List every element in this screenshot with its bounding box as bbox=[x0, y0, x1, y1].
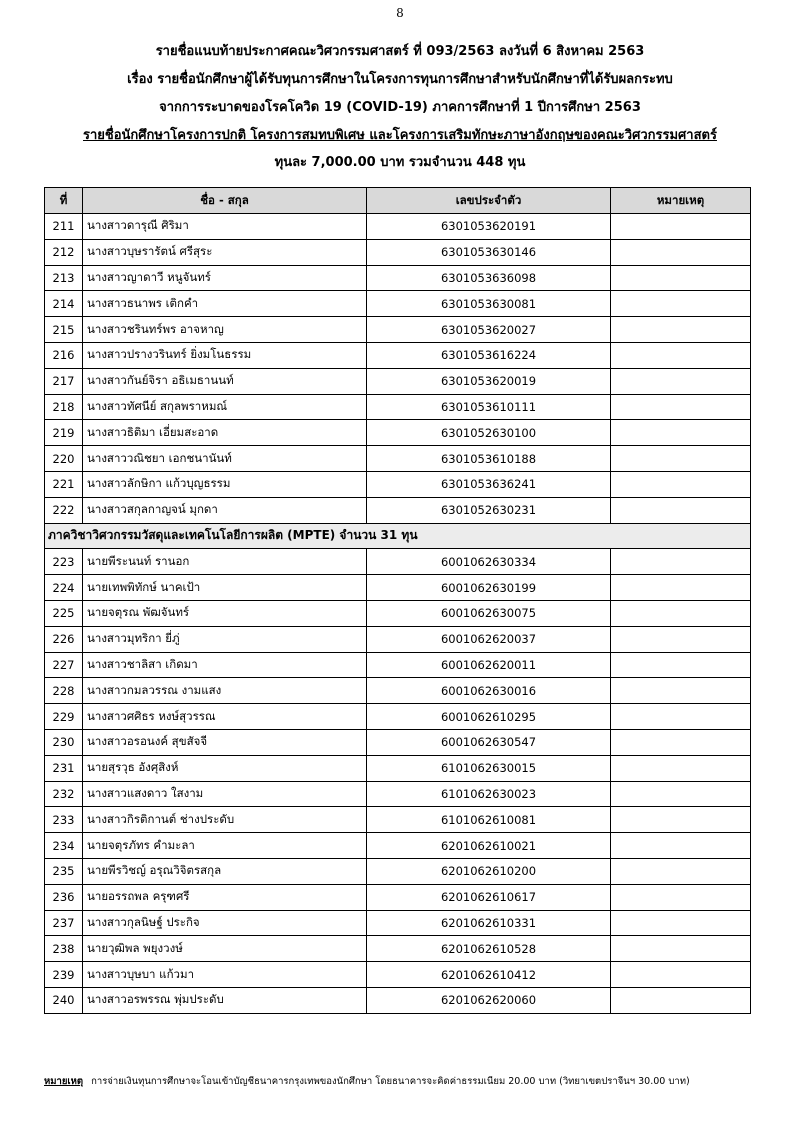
student-name: นางสาวบุษรารัตน์ ศรีสุระ bbox=[83, 239, 367, 265]
student-name: นางสาวบุษบา แก้วมา bbox=[83, 962, 367, 988]
row-remark bbox=[611, 497, 751, 523]
table-row bbox=[45, 317, 751, 343]
row-number: 217 bbox=[45, 368, 83, 394]
student-id: 6001062610295 bbox=[367, 704, 611, 730]
student-id: 6101062630015 bbox=[367, 755, 611, 781]
student-id: 6301053630146 bbox=[367, 239, 611, 265]
table-row bbox=[45, 652, 751, 678]
row-number: 238 bbox=[45, 936, 83, 962]
student-name: นางสาวดารุณี ศิริมา bbox=[83, 214, 367, 240]
row-remark bbox=[611, 575, 751, 601]
row-number: 235 bbox=[45, 858, 83, 884]
table-row bbox=[45, 678, 751, 704]
student-id: 6301053620027 bbox=[367, 317, 611, 343]
row-remark bbox=[611, 884, 751, 910]
student-id: 6301053636241 bbox=[367, 471, 611, 497]
student-id: 6301052630100 bbox=[367, 420, 611, 446]
student-id: 6301053616224 bbox=[367, 342, 611, 368]
student-id: 6301053620019 bbox=[367, 368, 611, 394]
row-remark bbox=[611, 962, 751, 988]
row-remark bbox=[611, 420, 751, 446]
footnote-label: หมายเหตุ bbox=[44, 1076, 84, 1087]
student-name: นางสาวทัศนีย์ สกุลพราหมณ์ bbox=[83, 394, 367, 420]
row-remark bbox=[611, 291, 751, 317]
row-number: 216 bbox=[45, 342, 83, 368]
row-remark bbox=[611, 626, 751, 652]
student-id: 6201062610200 bbox=[367, 858, 611, 884]
table-row bbox=[45, 755, 751, 781]
table-row bbox=[45, 471, 751, 497]
table-row bbox=[45, 884, 751, 910]
student-id: 6001062620011 bbox=[367, 652, 611, 678]
row-remark bbox=[611, 239, 751, 265]
student-id: 6001062620037 bbox=[367, 626, 611, 652]
student-name: นางสาวศศิธร หงษ์สุวรรณ bbox=[83, 704, 367, 730]
student-name: นางสาววณิชยา เอกชนานันท์ bbox=[83, 446, 367, 472]
table-row bbox=[45, 833, 751, 859]
announcement-reference: รายชื่อแนบท้ายประกาศคณะวิศวกรรมศาสตร์ ที่ 093/2563 ลงวันที่ 6 สิงหาคม 2563 bbox=[155, 44, 645, 59]
table-row bbox=[45, 239, 751, 265]
table-row bbox=[45, 807, 751, 833]
student-name: นางสาวกันย์จิรา อธิเมธานนท์ bbox=[83, 368, 367, 394]
row-number: 221 bbox=[45, 471, 83, 497]
row-remark bbox=[611, 549, 751, 575]
student-id: 6201062620060 bbox=[367, 987, 611, 1013]
announcement-subject: เรื่อง รายชื่อนักศึกษาผู้ได้รับทุนการศึกษาในโครงการทุนการศึกษาสำหรับนักศึกษาที่ได้รับผลกระทบ bbox=[127, 72, 673, 87]
student-name: นางสาวอรอนงค์ สุขสัจจี bbox=[83, 729, 367, 755]
table-row bbox=[45, 704, 751, 730]
table-body-group-b bbox=[45, 549, 751, 1013]
row-remark bbox=[611, 368, 751, 394]
student-name: นางสาวชรินทร์พร อาจหาญ bbox=[83, 317, 367, 343]
row-remark bbox=[611, 987, 751, 1013]
table-row bbox=[45, 987, 751, 1013]
row-number: 228 bbox=[45, 678, 83, 704]
column-header-remark: หมายเหตุ bbox=[611, 188, 751, 214]
row-number: 218 bbox=[45, 394, 83, 420]
student-name: นายวุฒิพล พยุงวงษ์ bbox=[83, 936, 367, 962]
row-number: 224 bbox=[45, 575, 83, 601]
table-row bbox=[45, 729, 751, 755]
table-row bbox=[45, 265, 751, 291]
row-number: 213 bbox=[45, 265, 83, 291]
column-header-number: ที่ bbox=[45, 188, 83, 214]
student-id: 6001062630547 bbox=[367, 729, 611, 755]
row-number: 211 bbox=[45, 214, 83, 240]
row-number: 233 bbox=[45, 807, 83, 833]
table-row bbox=[45, 858, 751, 884]
row-remark bbox=[611, 446, 751, 472]
table-row bbox=[45, 936, 751, 962]
student-name: นางสาวชาลิสา เกิดมา bbox=[83, 652, 367, 678]
row-number: 212 bbox=[45, 239, 83, 265]
student-id: 6001062630334 bbox=[367, 549, 611, 575]
scholarship-recipients-table bbox=[44, 187, 751, 1014]
table-header-row bbox=[45, 188, 751, 214]
row-remark bbox=[611, 807, 751, 833]
row-number: 220 bbox=[45, 446, 83, 472]
student-id: 6001062630075 bbox=[367, 600, 611, 626]
row-remark bbox=[611, 755, 751, 781]
student-name: นายจตุรณ พัฒจันทร์ bbox=[83, 600, 367, 626]
table-row bbox=[45, 368, 751, 394]
program-list-title: รายชื่อนักศึกษาโครงการปกติ โครงการสมทบพิเศษ และโครงการเสริมทักษะภาษาอังกฤษของคณะวิศวกรรมศาสตร์ bbox=[83, 128, 717, 143]
student-id: 6301052630231 bbox=[367, 497, 611, 523]
student-name: นางสาวมุทริกา ยี่ภู่ bbox=[83, 626, 367, 652]
row-number: 226 bbox=[45, 626, 83, 652]
table-row bbox=[45, 575, 751, 601]
row-remark bbox=[611, 678, 751, 704]
student-id: 6301053630081 bbox=[367, 291, 611, 317]
student-name: นายอรรถพล ครุฑศรี bbox=[83, 884, 367, 910]
student-name: นายเทพพิทักษ์ นาคเป้า bbox=[83, 575, 367, 601]
student-id: 6201062610412 bbox=[367, 962, 611, 988]
student-name: นางสาวแสงดาว ใสงาม bbox=[83, 781, 367, 807]
row-number: 240 bbox=[45, 987, 83, 1013]
row-number: 227 bbox=[45, 652, 83, 678]
student-name: นางสาวกิรติกานต์ ช่างประดับ bbox=[83, 807, 367, 833]
student-name: นางสาวธนาพร เติกคำ bbox=[83, 291, 367, 317]
row-remark bbox=[611, 471, 751, 497]
student-id: 6101062610081 bbox=[367, 807, 611, 833]
row-remark bbox=[611, 317, 751, 343]
student-name: นายสุรวุธ อังศุสิงห์ bbox=[83, 755, 367, 781]
table-row bbox=[45, 600, 751, 626]
department-section-row bbox=[45, 523, 751, 549]
footnote-text: การจ่ายเงินทุนการศึกษาจะโอนเข้าบัญชีธนาคารกรุงเทพของนักศึกษา โดยธนาคารจะคิดค่าธรรมเนียม 20.00 บาท (วิทยาเขตปราจีนฯ 30.00 บาท) bbox=[91, 1076, 690, 1087]
row-number: 232 bbox=[45, 781, 83, 807]
row-remark bbox=[611, 394, 751, 420]
student-name: นางสาวธิติมา เอี่ยมสะอาด bbox=[83, 420, 367, 446]
student-id: 6201062610617 bbox=[367, 884, 611, 910]
row-remark bbox=[611, 729, 751, 755]
student-name: นางสาวอรพรรณ พุ่มประดับ bbox=[83, 987, 367, 1013]
student-id: 6201062610021 bbox=[367, 833, 611, 859]
row-number: 237 bbox=[45, 910, 83, 936]
row-remark bbox=[611, 704, 751, 730]
row-remark bbox=[611, 833, 751, 859]
table-row bbox=[45, 549, 751, 575]
page-number: 8 bbox=[396, 6, 404, 20]
department-section-label: ภาควิชาวิศวกรรมวัสดุและเทคโนโลยีการผลิต (MPTE) จำนวน 31 ทุน bbox=[45, 523, 751, 549]
row-number: 231 bbox=[45, 755, 83, 781]
row-number: 230 bbox=[45, 729, 83, 755]
row-number: 229 bbox=[45, 704, 83, 730]
row-remark bbox=[611, 781, 751, 807]
student-id: 6301053636098 bbox=[367, 265, 611, 291]
row-number: 236 bbox=[45, 884, 83, 910]
table-body-group-a bbox=[45, 214, 751, 524]
row-remark bbox=[611, 342, 751, 368]
row-remark bbox=[611, 910, 751, 936]
scholarship-amount-summary: ทุนละ 7,000.00 บาท รวมจำนวน 448 ทุน bbox=[274, 155, 526, 170]
row-number: 222 bbox=[45, 497, 83, 523]
row-remark bbox=[611, 265, 751, 291]
row-remark bbox=[611, 214, 751, 240]
table-row bbox=[45, 497, 751, 523]
row-number: 219 bbox=[45, 420, 83, 446]
row-number: 223 bbox=[45, 549, 83, 575]
announcement-subject-continued: จากการระบาดของโรคโควิด 19 (COVID-19) ภาคการศึกษาที่ 1 ปีการศึกษา 2563 bbox=[159, 100, 641, 115]
table-row bbox=[45, 342, 751, 368]
student-id: 6001062630199 bbox=[367, 575, 611, 601]
row-number: 239 bbox=[45, 962, 83, 988]
row-remark bbox=[611, 936, 751, 962]
table-row bbox=[45, 214, 751, 240]
table-row bbox=[45, 962, 751, 988]
student-name: นางสาวกมลวรรณ งามแสง bbox=[83, 678, 367, 704]
student-id: 6301053610111 bbox=[367, 394, 611, 420]
student-name: นายพีระนนท์ รานอก bbox=[83, 549, 367, 575]
row-remark bbox=[611, 652, 751, 678]
table-row bbox=[45, 910, 751, 936]
table-row bbox=[45, 394, 751, 420]
column-header-student-id: เลขประจำตัว bbox=[367, 188, 611, 214]
table-row bbox=[45, 446, 751, 472]
student-name: นายจตุรภัทร คำมะลา bbox=[83, 833, 367, 859]
student-name: นางสาวปรางวรินทร์ ยิ่งมโนธรรม bbox=[83, 342, 367, 368]
student-name: นางสาวกุลนิษฐ์ ประกิจ bbox=[83, 910, 367, 936]
row-number: 234 bbox=[45, 833, 83, 859]
student-name: นางสาวสกุลกาญจน์ มุกดา bbox=[83, 497, 367, 523]
table-section-group bbox=[45, 523, 751, 549]
student-id: 6001062630016 bbox=[367, 678, 611, 704]
student-id: 6301053610188 bbox=[367, 446, 611, 472]
student-name: นางสาวญาดาวี หนูจันทร์ bbox=[83, 265, 367, 291]
row-number: 215 bbox=[45, 317, 83, 343]
student-id: 6201062610528 bbox=[367, 936, 611, 962]
student-id: 6101062630023 bbox=[367, 781, 611, 807]
table-row bbox=[45, 291, 751, 317]
table-row bbox=[45, 781, 751, 807]
table-row bbox=[45, 420, 751, 446]
row-number: 214 bbox=[45, 291, 83, 317]
student-id: 6201062610331 bbox=[367, 910, 611, 936]
student-id: 6301053620191 bbox=[367, 214, 611, 240]
column-header-name: ชื่อ - สกุล bbox=[83, 188, 367, 214]
table-row bbox=[45, 626, 751, 652]
row-remark bbox=[611, 858, 751, 884]
student-name: นายพีรวิชญ์ อรุณวิจิตรสกุล bbox=[83, 858, 367, 884]
footnote bbox=[44, 1074, 764, 1089]
student-name: นางสาวลักษิกา แก้วบุญธรรม bbox=[83, 471, 367, 497]
row-remark bbox=[611, 600, 751, 626]
row-number: 225 bbox=[45, 600, 83, 626]
